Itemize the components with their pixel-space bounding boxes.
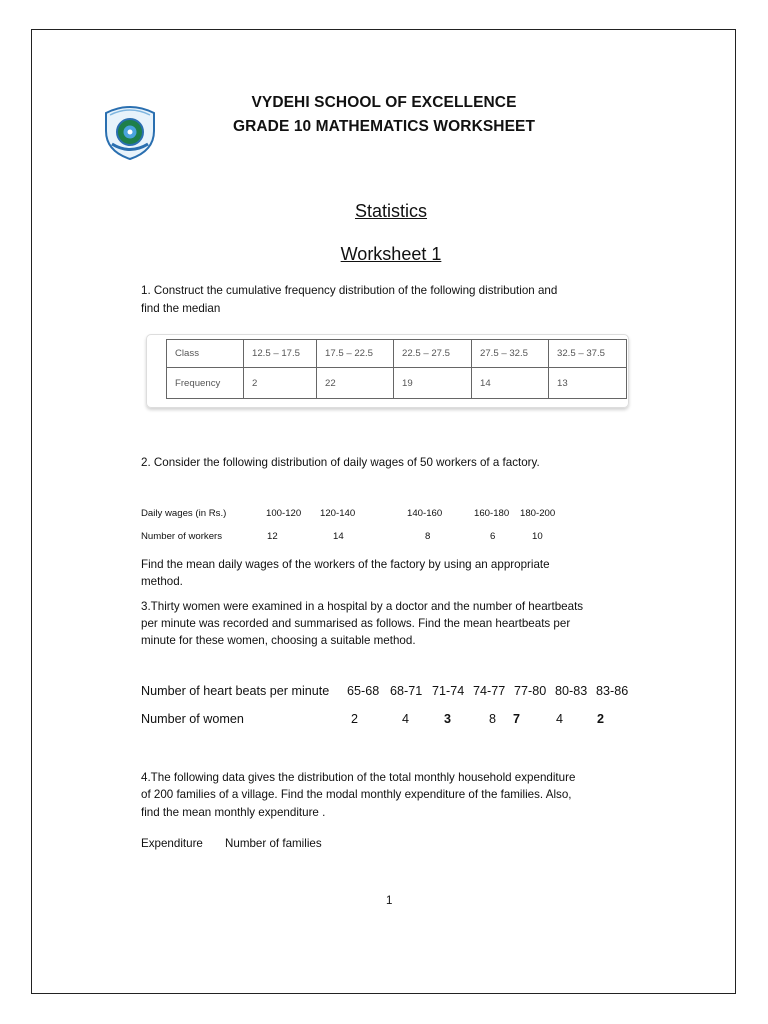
heartbeat-range: 74-77 — [473, 684, 506, 698]
wage-range: 120-140 — [320, 508, 356, 519]
heartbeats-label: Number of heart beats per minute — [141, 684, 330, 698]
page-number: 1 — [386, 895, 393, 907]
q1-line-1: 1. Construct the cumulative frequency distribution of the following distribution and — [141, 284, 558, 297]
table-cell: 2 — [244, 368, 317, 399]
table-cell: 14 — [472, 368, 549, 399]
women-count: 7 — [513, 712, 521, 726]
women-count: 4 — [556, 712, 564, 726]
women-count: 4 — [402, 712, 410, 726]
frequency-table — [166, 339, 627, 399]
women-count: 2 — [351, 712, 359, 726]
worker-count: 12 — [267, 531, 278, 542]
heartbeat-range: 77-80 — [514, 684, 547, 698]
wages-label: Daily wages (in Rs.) — [141, 508, 227, 519]
women-count: 3 — [444, 712, 452, 726]
worker-count: 8 — [425, 531, 431, 542]
wage-range: 180-200 — [520, 508, 556, 519]
table-row — [167, 340, 627, 368]
women-count: 2 — [597, 712, 605, 726]
worker-count: 14 — [333, 531, 344, 542]
women-count: 8 — [489, 712, 497, 726]
heartbeat-range: 68-71 — [390, 684, 423, 698]
q3-line-2: per minute was recorded and summarised as follows. Find the mean heartbeats per — [141, 617, 571, 630]
q3-line-1: 3.Thirty women were examined in a hospital by a doctor and the number of heartbeats — [141, 600, 584, 613]
table-cell: 32.5 – 37.5 — [549, 340, 627, 368]
table-cell: 22 — [317, 368, 394, 399]
q2-line-2: method. — [141, 575, 183, 588]
table-cell: 12.5 – 17.5 — [244, 340, 317, 368]
table-header-cell: Frequency — [167, 368, 244, 399]
q4-line-2: of 200 families of a village. Find the modal monthly expenditure of the families. Also, — [141, 788, 572, 801]
heartbeat-range: 65-68 — [347, 684, 380, 698]
wage-range: 140-160 — [407, 508, 443, 519]
expenditure-header: Expenditure — [141, 837, 203, 850]
worker-count: 10 — [532, 531, 543, 542]
table-cell: 27.5 – 32.5 — [472, 340, 549, 368]
heartbeat-range: 83-86 — [596, 684, 629, 698]
wage-range: 160-180 — [474, 508, 510, 519]
table-row — [167, 368, 627, 399]
table-cell: 19 — [394, 368, 472, 399]
women-label: Number of women — [141, 712, 244, 726]
q4-line-3: find the mean monthly expenditure . — [141, 806, 326, 819]
page-border — [31, 29, 736, 994]
worker-count: 6 — [490, 531, 496, 542]
worksheet-title: GRADE 10 MATHEMATICS WORKSHEET — [232, 118, 536, 135]
table-cell: 22.5 – 27.5 — [394, 340, 472, 368]
school-name: VYDEHI SCHOOL OF EXCELLENCE — [251, 94, 517, 111]
table-cell: 13 — [549, 368, 627, 399]
worksheet-number: Worksheet 1 — [340, 244, 442, 264]
q3-line-3: minute for these women, choosing a suitable method. — [141, 634, 416, 647]
q2-line-1: Find the mean daily wages of the workers of the factory by using an appropriate — [141, 558, 550, 571]
families-header: Number of families — [225, 837, 322, 850]
wage-range: 100-120 — [266, 508, 302, 519]
table-cell: 17.5 – 22.5 — [317, 340, 394, 368]
q4-line-1: 4.The following data gives the distribution of the total monthly household expenditure — [141, 771, 576, 784]
heartbeat-range: 80-83 — [555, 684, 588, 698]
table-header-cell: Class — [167, 340, 244, 368]
heartbeat-range: 71-74 — [432, 684, 465, 698]
subject-heading: Statistics — [354, 201, 428, 221]
workers-label: Number of workers — [141, 531, 223, 542]
q2-text: 2. Consider the following distribution of daily wages of 50 workers of a factory. — [141, 456, 540, 469]
q1-line-2: find the median — [141, 302, 221, 315]
